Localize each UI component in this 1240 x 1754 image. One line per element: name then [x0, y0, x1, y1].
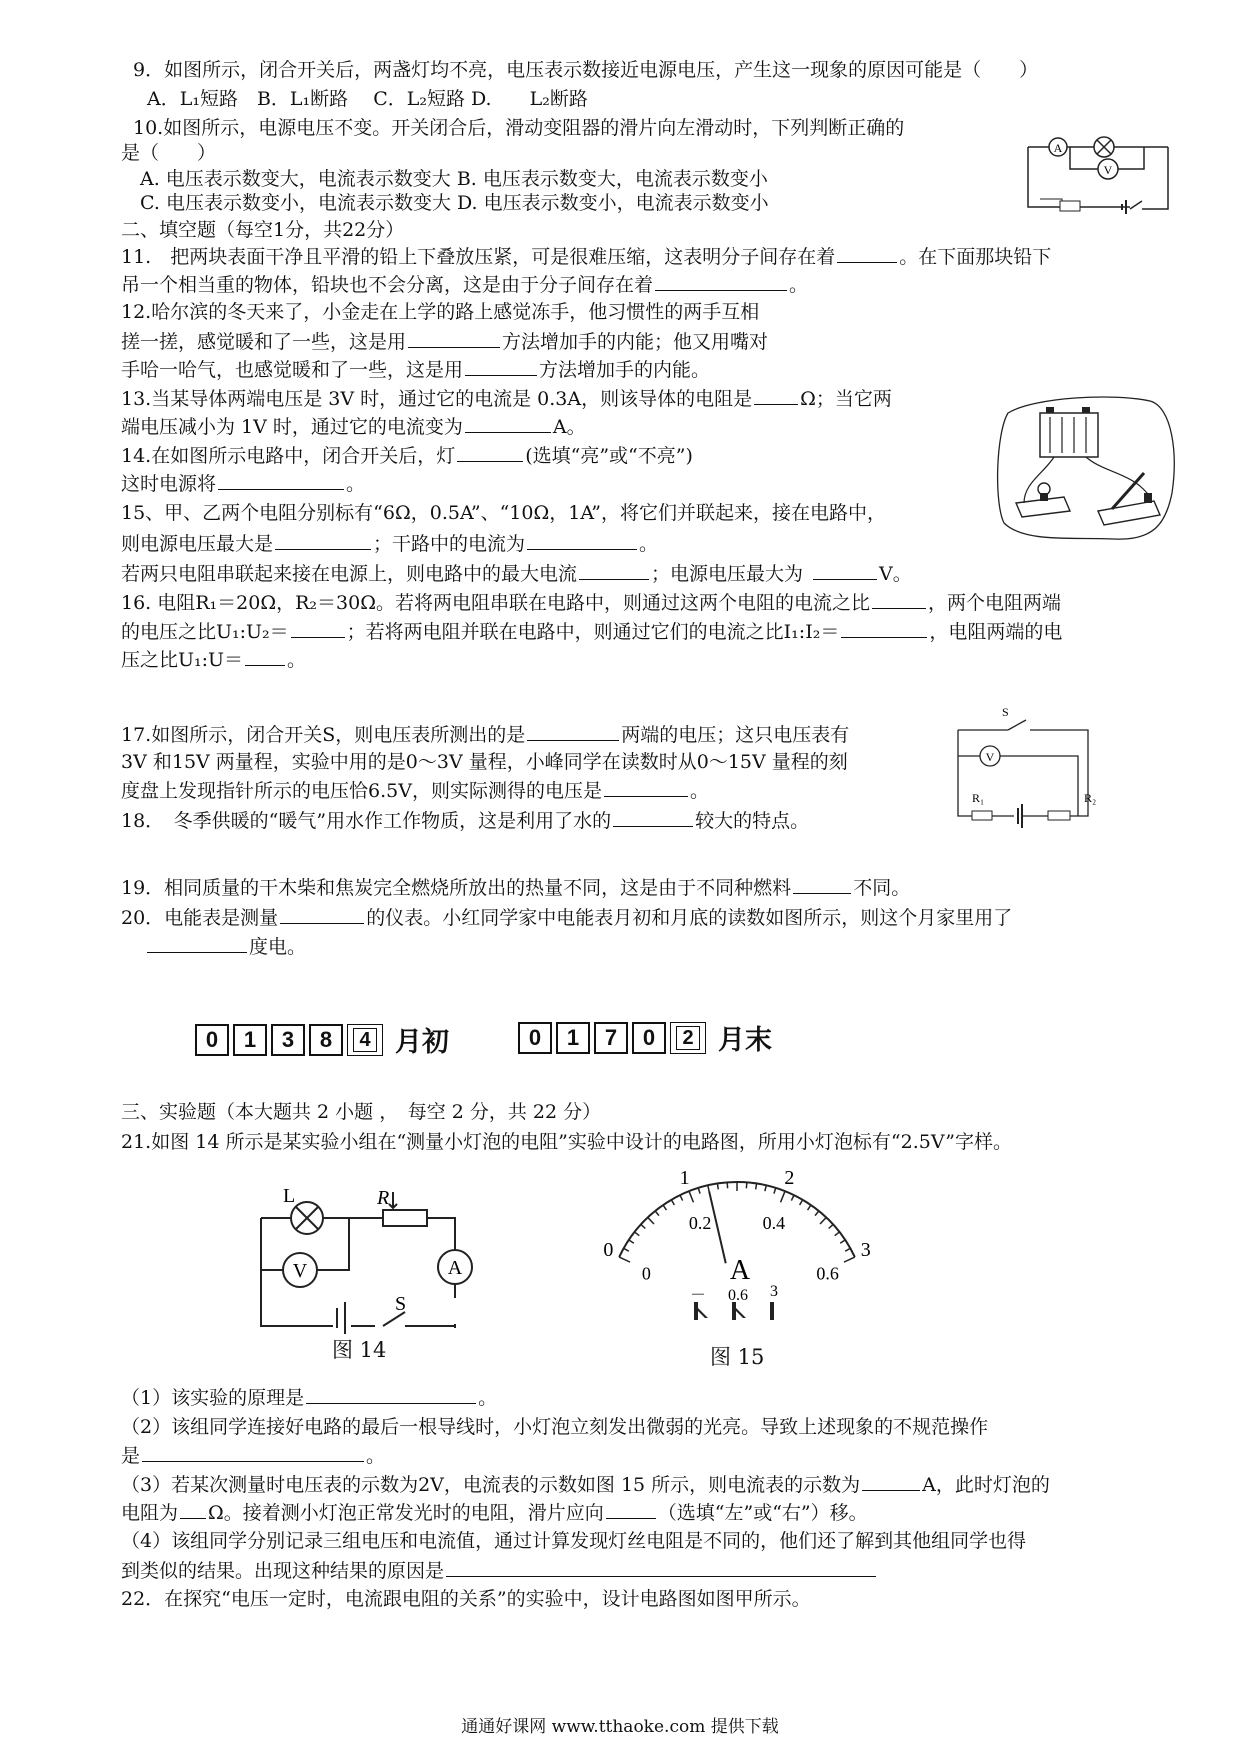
resistor-r1-icon	[972, 791, 992, 820]
q15-line2: 则电源电压最大是 ；干路中的电流为 。	[121, 533, 659, 555]
figure-15-ammeter-dial	[603, 1162, 871, 1322]
q11-blank-2[interactable]	[655, 272, 787, 291]
lamp-icon	[1094, 137, 1114, 157]
scale-bottom-label: 0	[641, 1263, 651, 1284]
q15-line1: 15、甲、乙两个电阻分别标有“6Ω，0.5A”、“10Ω，1A”，将它们并联起来，接在电路中，	[121, 502, 886, 524]
page-footer: 通通好课网 www.tthaoke.com 提供下载	[461, 1717, 779, 1737]
q12-line1: 12.哈尔滨的冬天来了，小金走在上学的路上感觉冻手，他习惯性的两手互相	[121, 301, 760, 323]
q15-blank-3[interactable]	[579, 561, 649, 580]
q19-blank[interactable]	[793, 875, 851, 894]
section2-heading: 二、填空题（每空1分，共22分）	[121, 219, 405, 241]
q12-blank-1[interactable]	[408, 329, 500, 348]
dial-tick	[820, 1217, 826, 1224]
ammeter-icon	[1049, 138, 1067, 156]
meter-start-decimal: 4	[347, 1024, 383, 1056]
dial-tick	[774, 1188, 776, 1194]
q21-blank-2[interactable]	[142, 1443, 364, 1462]
q21-part2-line1: （2）该组同学连接好电路的最后一根导线时，小灯泡立刻发出微弱的光亮。导致上述现象的不规范操作	[121, 1416, 989, 1438]
dial-tick	[840, 1240, 845, 1243]
q21-part3-line2: 电阻为 Ω。接着测小灯泡正常发光时的电阻，滑片应向 （选填“左”或“右”）移。	[121, 1502, 868, 1524]
q10-circuit-figure	[1022, 117, 1174, 221]
q15-blank-2[interactable]	[527, 531, 637, 550]
q10-stem-1: 10.如图所示，电源电压不变。开关闭合后，滑动变阻器的滑片向左滑动时，下列判断正确的	[133, 117, 905, 139]
rheostat-icon	[1060, 201, 1080, 211]
voltmeter-icon	[283, 1253, 317, 1287]
q21-blank-3[interactable]	[862, 1472, 920, 1491]
svg-text:A: A	[1053, 141, 1063, 155]
meter-start-digit: 0	[195, 1024, 229, 1056]
q12-line2: 搓一搓，感觉暖和了一些，这是用 方法增加手的内能；他又用嘴对	[121, 331, 769, 353]
terminal-label: 3	[770, 1283, 778, 1300]
q17-line3: 度盘上发现指针所示的电压恰6.5V，则实际测得的电压是 。	[121, 780, 709, 802]
figure-15-caption: 图 15	[710, 1345, 765, 1369]
voltmeter-icon	[980, 746, 1000, 766]
q16-blank-4[interactable]	[245, 647, 285, 666]
dial-tick	[624, 1248, 629, 1251]
svg-text:V: V	[292, 1260, 308, 1282]
meter-start-label: 月初	[395, 1027, 449, 1058]
meter-end-digit: 1	[556, 1022, 590, 1054]
q17-line1: 17.如图所示，闭合开关S，则电压表所测出的是 两端的电压；这只电压表有	[121, 724, 850, 746]
q18-line: 18． 冬季供暖的“暖气”用水作工作物质，这是利用了水的 较大的特点。	[121, 810, 810, 832]
dial-tick	[808, 1205, 811, 1210]
q12-line3: 手哈一哈气，也感觉暖和了一些，这是用 方法增加手的内能。	[121, 359, 711, 381]
scale-top-label: 1	[679, 1167, 690, 1190]
dial-tick	[756, 1183, 757, 1189]
dial-tick	[717, 1183, 718, 1189]
ammeter-needle	[709, 1191, 726, 1263]
svg-text:R₁: R₁	[972, 791, 985, 805]
q17-line2: 3V 和15V 两量程，实验中用的是0～3V 量程，小峰同学在读数时从0～15V 量程的刻	[121, 751, 848, 773]
q10-options-2: C. 电压表示数变小，电流表示数变大 D. 电压表示数变小，电流表示数变小	[140, 192, 769, 214]
q21-part1: （1）该实验的原理是 。	[121, 1387, 498, 1409]
svg-text:L: L	[283, 1185, 296, 1207]
q14-line1: 14.在如图所示电路中，闭合开关后，灯 (选填“亮”或“不亮”)	[121, 445, 693, 467]
q21-part4-line2: 到类似的结果。出现这种结果的原因是	[121, 1558, 878, 1583]
q21-blank-6[interactable]	[446, 1558, 876, 1577]
meter-start-digit: 8	[309, 1024, 343, 1056]
q13-blank-1[interactable]	[754, 386, 798, 405]
q21-part4-line1: （4）该组同学分别记录三组电压和电流值，通过计算发现灯丝电阻是不同的，他们还了解到其他组同学也得	[121, 1530, 1027, 1552]
dial-tick	[671, 1200, 674, 1205]
dial-tick	[791, 1195, 794, 1200]
q16-blank-1[interactable]	[872, 590, 926, 609]
figure-14-circuit	[255, 1185, 475, 1330]
q11-line1: 11. 把两块表面干净且平滑的铅上下叠放压紧，可是很难压缩，这表明分子间存在着 。在下面那块铅下	[121, 246, 1052, 268]
scale-top-label: 2	[784, 1167, 795, 1190]
section3-heading: 三、实验题（本大题共 2 小题 ， 每空 2 分，共 22 分）	[121, 1101, 602, 1123]
q14-blank-1[interactable]	[457, 443, 523, 462]
dial-tick	[635, 1232, 640, 1236]
scale-top-label: 0	[603, 1238, 614, 1261]
q20-line2: 度电。	[145, 934, 306, 959]
terminal-label: 0.6	[728, 1287, 748, 1304]
q20-line1: 20．电能表是测量 的仪表。小红同学家中电能表月初和月底的读数如图所示，则这个月家里用了	[121, 907, 1013, 929]
scale-bottom-label: 0.4	[762, 1213, 786, 1234]
q9-stem: 9．如图所示，闭合开关后，两盏灯均不亮，电压表示数接近电源电压，产生这一现象的原因可能是（ ）	[133, 59, 1039, 81]
scale-top-label: 3	[860, 1238, 871, 1261]
q9-options: A．L₁短路 B．L₁断路 C．L₂短路 D. L₂断路	[147, 88, 588, 110]
dial-tick	[835, 1232, 840, 1236]
dial-tick	[844, 1257, 855, 1262]
q20-blank-1[interactable]	[280, 905, 364, 924]
q11-blank-1[interactable]	[837, 244, 897, 263]
q19-line: 19．相同质量的干木柴和焦炭完全燃烧所放出的热量不同，这是由于不同种燃料 不同。	[121, 877, 911, 899]
q21-blank-1[interactable]	[306, 1385, 476, 1404]
terminal-posts-icon	[694, 1302, 774, 1320]
q14-line2: 这时电源将 。	[121, 473, 366, 495]
meter-end-label: 月末	[718, 1025, 772, 1056]
q15-blank-1[interactable]	[275, 531, 371, 550]
terminal-label: －	[689, 1287, 707, 1304]
q20-blank-2[interactable]	[147, 934, 247, 953]
dial-tick	[655, 1211, 659, 1216]
rheostat-icon	[376, 1187, 427, 1226]
q21-stem: 21.如图 14 所示是某实验小组在“测量小灯泡的电阻”实验中设计的电路图，所用小灯泡标有“2.5V”字样。	[121, 1131, 1012, 1153]
q17-blank-2[interactable]	[604, 778, 688, 797]
meter-end-digit: 0	[518, 1022, 552, 1054]
dial-tick	[800, 1200, 803, 1205]
q15-blank-4[interactable]	[813, 561, 877, 580]
meter-start-digit: 1	[233, 1024, 267, 1056]
q21-blank-4[interactable]	[180, 1500, 206, 1519]
battery-icon	[1040, 407, 1098, 457]
q10-options-1: A. 电压表示数变大，电流表示数变大 B. 电压表示数变大，电流表示数变小	[140, 168, 768, 190]
q10-stem-2: 是（ ）	[121, 142, 217, 164]
q16-blank-3[interactable]	[841, 619, 927, 638]
q13-blank-2[interactable]	[465, 414, 551, 433]
meter-start	[195, 1020, 449, 1059]
meter-start-digit: 3	[271, 1024, 305, 1056]
q14-circuit-illustration	[994, 393, 1180, 545]
q15-line3: 若两只电阻串联起来接在电源上，则电路中的最大电流 ；电源电压最大为 V。	[121, 563, 912, 585]
figure-14-caption: 图 14	[332, 1338, 387, 1362]
svg-text:V: V	[985, 750, 995, 764]
q21-part2-line2: 是 。	[121, 1445, 386, 1467]
q13-line2: 端电压减小为 1V 时，通过它的电流变为 A。	[121, 416, 586, 438]
dial-tick	[829, 1224, 833, 1228]
voltmeter-icon	[1098, 159, 1118, 179]
q16-line3: 压之比U₁:U＝ 。	[121, 649, 307, 671]
dial-tick	[708, 1185, 709, 1191]
dial-tick	[680, 1195, 683, 1200]
dial-unit-label: A	[729, 1255, 751, 1286]
q17-blank-1[interactable]	[527, 722, 619, 741]
meter-end	[518, 1018, 772, 1057]
q12-blank-2[interactable]	[465, 357, 537, 376]
dial-tick	[641, 1224, 645, 1228]
svg-text:V: V	[1103, 163, 1113, 177]
dial-tick	[648, 1217, 654, 1224]
q11-line2: 吊一个相当重的物体，铅块也不会分离，这是由于分子间存在着 。	[121, 274, 809, 296]
meter-end-digit: 7	[594, 1022, 628, 1054]
scale-bottom-label: 0.6	[816, 1263, 839, 1284]
lamp-icon	[283, 1185, 323, 1234]
dial-tick	[629, 1240, 634, 1243]
dial-tick	[845, 1248, 850, 1251]
scale-bottom-label: 0.2	[688, 1213, 712, 1234]
dial-tick	[765, 1185, 766, 1191]
dial-tick	[781, 1191, 785, 1202]
q18-blank[interactable]	[613, 808, 693, 827]
svg-text:R₂: R₂	[1084, 791, 1097, 805]
q14-blank-2[interactable]	[218, 471, 344, 490]
q16-line2: 的电压之比U₁:U₂＝ ；若将两电阻并联在电路中，则通过它们的电流之比I₁:I₂＝ ，电阻两端的电	[121, 621, 1063, 643]
knife-switch-icon	[1098, 473, 1160, 525]
q17-circuit-figure	[950, 704, 1100, 830]
q22-stem: 22．在探究“电压一定时，电流跟电阻的关系”的实验中，设计电路图如图甲所示。	[121, 1588, 811, 1610]
ammeter-icon	[438, 1250, 472, 1284]
meter-end-digit: 0	[632, 1022, 666, 1054]
q21-blank-5[interactable]	[606, 1500, 656, 1519]
svg-text:R: R	[377, 1187, 390, 1209]
dial-tick	[689, 1191, 693, 1202]
q21-part3-line1: （3）若某次测量时电压表的示数为2V，电流表的示数如图 15 所示，则电流表的示数为 A，此时灯泡的	[121, 1474, 1050, 1496]
dial-tick	[815, 1211, 819, 1216]
svg-text:A: A	[447, 1257, 463, 1279]
meter-end-decimal: 2	[670, 1022, 706, 1054]
dial-tick	[619, 1257, 630, 1262]
svg-text:S: S	[395, 1293, 407, 1315]
q13-line1: 13.当某导体两端电压是 3V 时，通过它的电流是 0.3A，则该导体的电阻是 Ω；当它两	[121, 388, 892, 410]
dial-tick	[698, 1188, 700, 1194]
q16-blank-2[interactable]	[291, 619, 345, 638]
dial-tick	[663, 1205, 666, 1210]
q16-line1: 16. 电阻R₁＝20Ω，R₂＝30Ω。若将两电阻串联在电路中，则通过这两个电阻的电流之比 ，两个电阻两端	[121, 592, 1061, 614]
svg-text:S: S	[1002, 705, 1009, 719]
